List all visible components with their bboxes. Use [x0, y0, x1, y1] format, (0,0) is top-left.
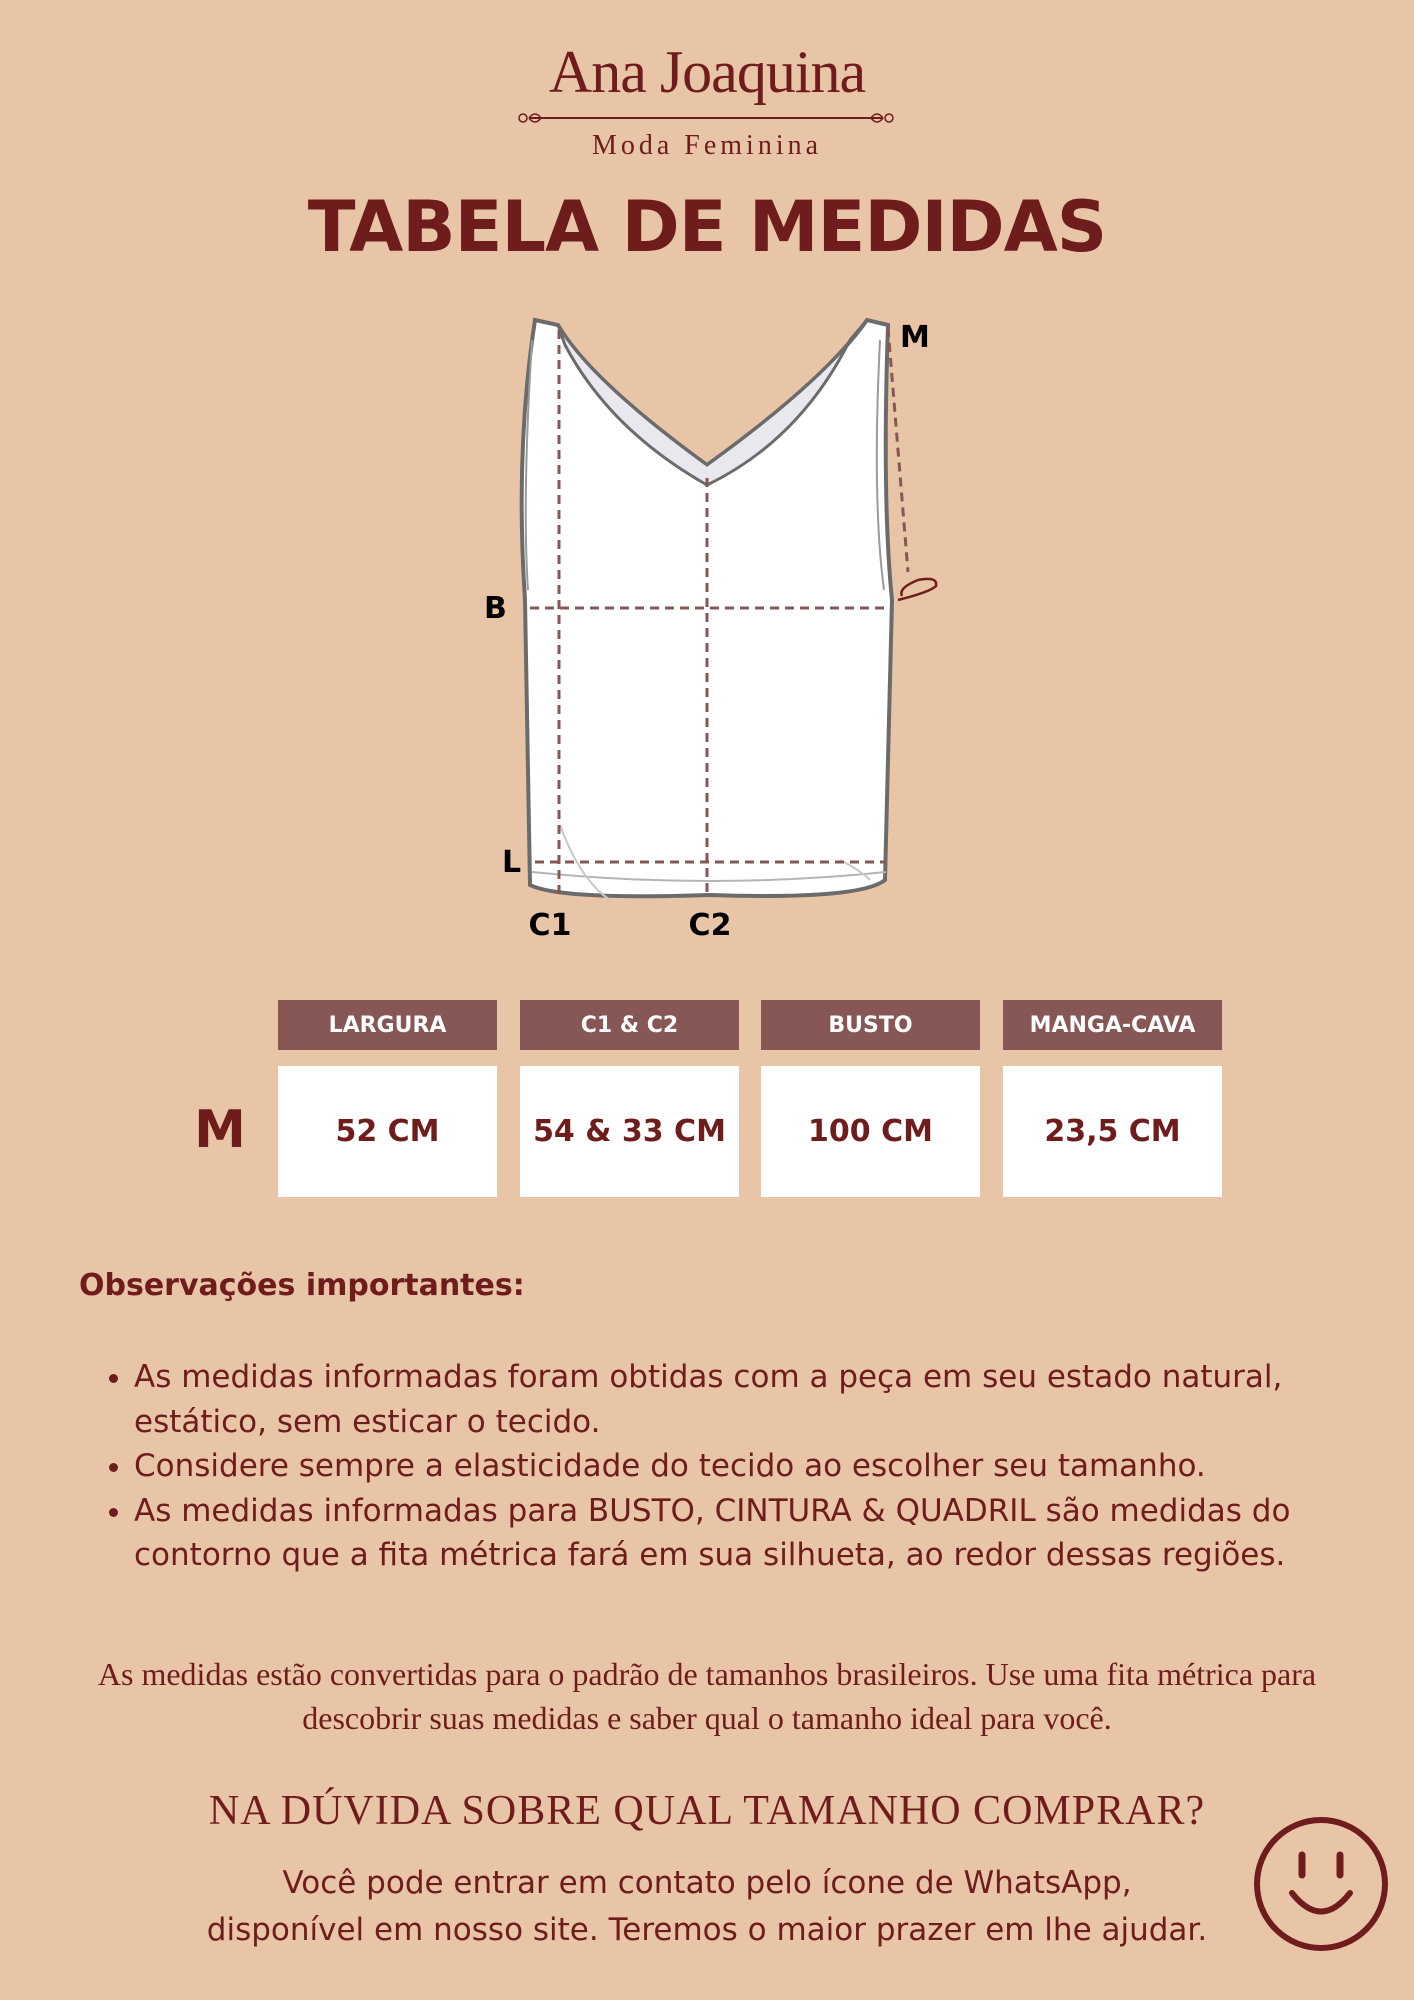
brand-tagline: Moda Feminina	[591, 130, 823, 161]
size-label: M	[194, 1100, 246, 1160]
ornament-divider-icon	[515, 108, 897, 128]
label-c2: C2	[688, 908, 732, 940]
label-c1: C1	[528, 908, 572, 940]
help-line-2: disponível em nosso site. Teremos o maior prazer em lhe ajudar.	[206, 1912, 1208, 1948]
conversion-note	[30, 1652, 1384, 1740]
value-busto: 100 CM	[761, 1066, 980, 1197]
list-item: • As medidas informadas para BUSTO, CINTURA & QUADRIL são medidas do contorno que a fita métrica fará em sua silhueta, ao redor dessas regiões.	[134, 1489, 1394, 1578]
list-item: • As medidas informadas foram obtidas com a peça em seu estado natural, estático, sem esticar o tecido.	[134, 1355, 1394, 1444]
value-manga-cava: 23,5 CM	[1003, 1066, 1222, 1197]
help-text	[0, 1860, 1414, 1954]
help-line-1: Você pode entrar em contato pelo ícone de WhatsApp,	[282, 1865, 1132, 1901]
value-c1-c2: 54 & 33 CM	[520, 1066, 739, 1197]
value-largura: 52 CM	[278, 1066, 497, 1197]
smiley-face-icon	[1252, 1815, 1390, 1953]
notes-title: Observações importantes:	[79, 1268, 525, 1303]
brand-logo-text: Ana Joaquina	[548, 39, 866, 105]
col-header-c1-c2: C1 & C2	[520, 1000, 739, 1050]
col-header-busto: BUSTO	[761, 1000, 980, 1050]
col-header-manga-cava: MANGA-CAVA	[1003, 1000, 1222, 1050]
label-l: L	[502, 845, 522, 880]
page-title: TABELA DE MEDIDAS	[307, 186, 1107, 268]
conversion-line-2: descobrir suas medidas e saber qual o tamanho ideal para você.	[302, 1700, 1112, 1736]
col-header-largura: LARGURA	[278, 1000, 497, 1050]
label-b: B	[484, 591, 507, 626]
tank-top-measurement-diagram	[470, 300, 970, 940]
list-item: • Considere sempre a elasticidade do tecido ao escolher seu tamanho.	[134, 1444, 1394, 1489]
help-question: NA DÚVIDA SOBRE QUAL TAMANHO COMPRAR?	[208, 1788, 1206, 1834]
conversion-line-1: As medidas estão convertidas para o padrão de tamanhos brasileiros. Use uma fita métrica para	[97, 1656, 1317, 1692]
label-m: M	[900, 320, 930, 355]
notes-list	[86, 1355, 1394, 1578]
